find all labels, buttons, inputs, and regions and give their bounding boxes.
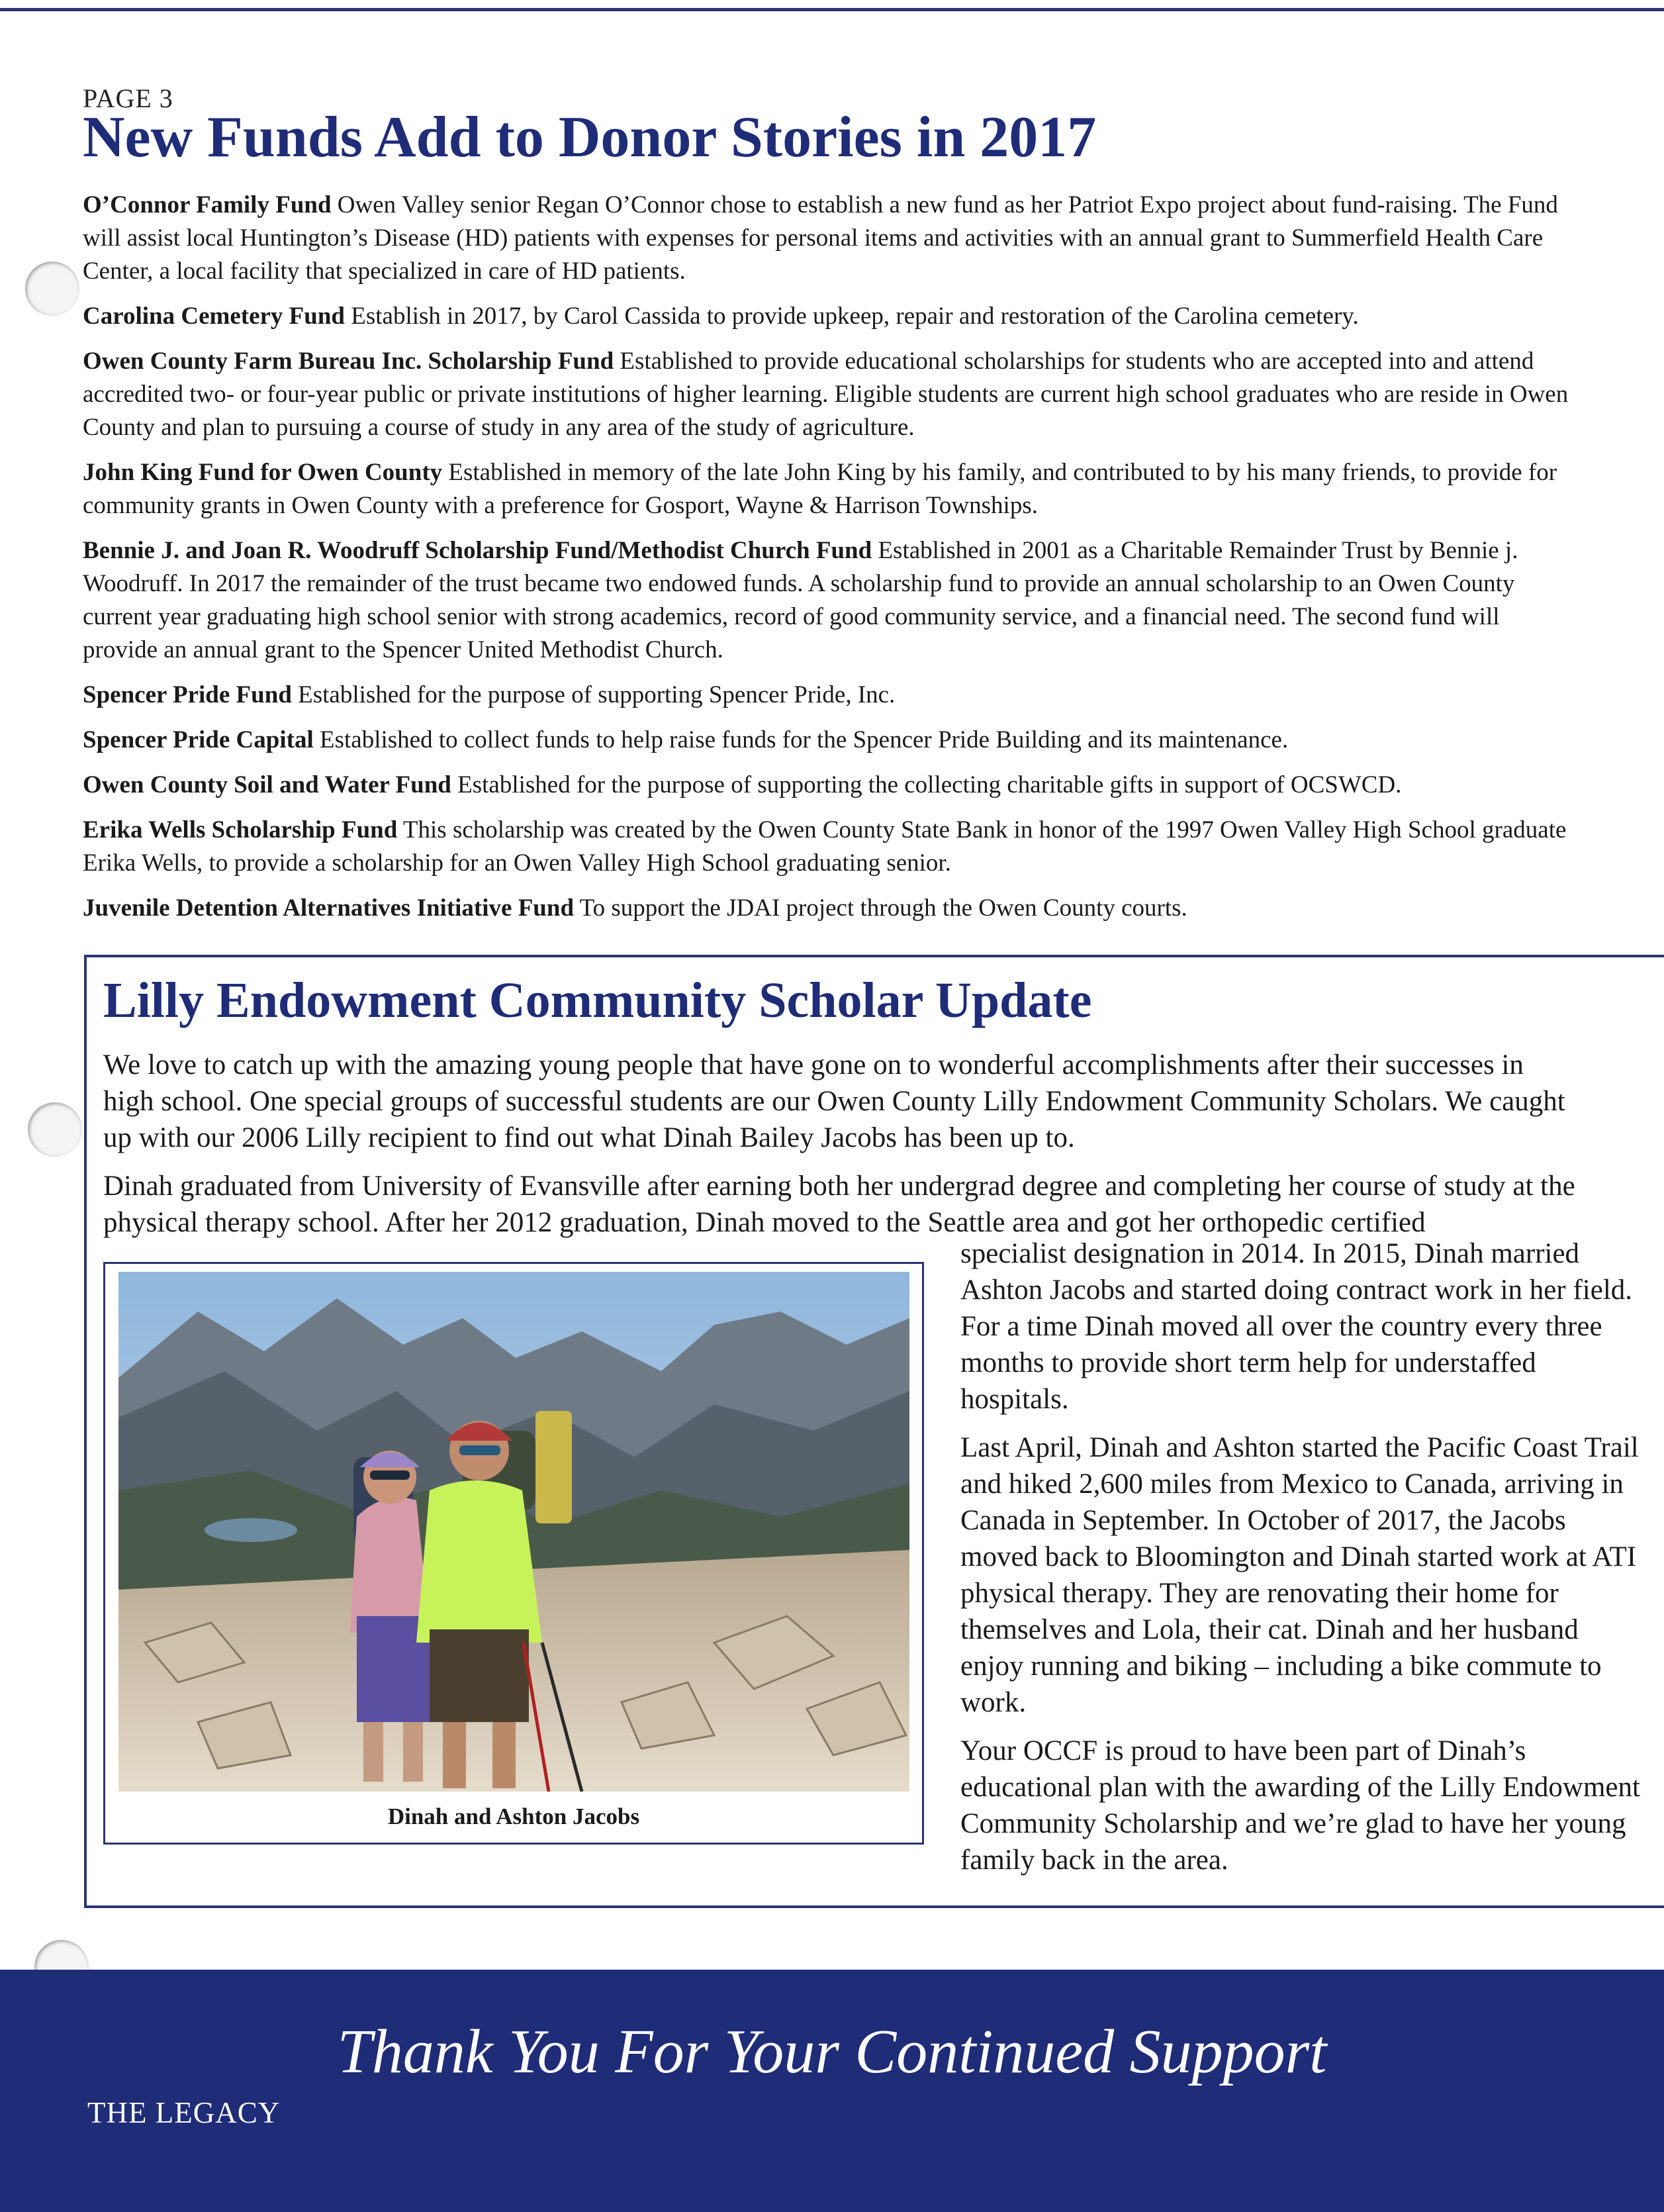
- fund-entry: [83, 724, 1575, 757]
- footer-band: [0, 1970, 1664, 2212]
- fund-description: Established in memory of the late John King by his family, and contributed to by his many friends, to provide for community grants in Owen County with a preference for Gosport, Wayne & Harrison Townships.: [83, 459, 1557, 519]
- fund-description: Established for the purpose of supporting the collecting charitable gifts in support of OCSWCD.: [451, 771, 1402, 798]
- footer-tagline: Thank You For Your Continued Support: [337, 2017, 1327, 2086]
- fund-name: Owen County Soil and Water Fund: [83, 771, 451, 798]
- fund-entry: [83, 679, 1575, 712]
- fund-name: O’Connor Family Fund: [83, 191, 332, 218]
- hikers-photo: [118, 1272, 909, 1792]
- photo-caption: Dinah and Ashton Jacobs: [387, 1803, 640, 1829]
- fund-name: Juvenile Detention Alternatives Initiative Fund: [83, 894, 575, 922]
- side-paragraph: specialist designation in 2014. In 2015, Dinah married Ashton Jacobs and started doing contract work in her field. For a time Dinah moved all over the country every three months to provide short term help for understaffed hospitals.: [960, 1238, 1633, 1415]
- fund-name: Spencer Pride Fund: [83, 681, 292, 708]
- fund-name: Bennie J. and Joan R. Woodruff Scholarship Fund/Methodist Church Fund: [83, 537, 872, 564]
- fund-entry: [83, 300, 1575, 333]
- fund-description: Established to provide educational scholarships for students who are accepted into and attend accredited two- or four-year public or private institutions of higher learning. Eligible students are current high school graduates who are reside in Owen County and plan to pursuing a course of study in any area of the study of agriculture.: [83, 348, 1569, 441]
- fund-name: John King Fund for Owen County: [83, 459, 443, 486]
- hikers-photo-image: [118, 1272, 909, 1792]
- fund-name: Carolina Cemetery Fund: [83, 303, 345, 330]
- fund-description: Owen Valley senior Regan O’Connor chose to establish a new fund as her Patriot Expo project about fund-raising. The Fund will assist local Huntington’s Disease (HD) patients with expenses for personal items and activities with an annual grant to Summerfield Health Care Center, a local facility that specialized in care of HD patients.: [83, 191, 1558, 285]
- side-paragraph: Last April, Dinah and Ashton started the Pacific Coast Trail and hiked 2,600 miles from Mexico to Canada, arriving in Canada in September. In October of 2017, the Jacobs moved back to Bloomington and Dinah started work at ATI physical therapy. They are renovating their home for themselves and Lola, their cat. Dinah and her husband enjoy running and biking – including a bike commute to work.: [960, 1432, 1639, 1718]
- fund-description: Established for the purpose of supporting Spencer Pride, Inc.: [291, 681, 896, 708]
- fund-name: Spencer Pride Capital: [83, 726, 314, 753]
- intro-paragraph: Dinah graduated from University of Evansville after earning both her undergrad degree and completing her course of study at the physical therapy school. After her 2012 graduation, Dinah moved to the Seattle area and got her orthopedic certified: [103, 1171, 1575, 1238]
- scholar-update-title: Lilly Endowment Community Scholar Update: [103, 973, 1092, 1028]
- page-title: New Funds Add to Donor Stories in 2017: [83, 105, 1097, 169]
- fund-description: To support the JDAI project through the Owen County courts.: [574, 894, 1187, 922]
- fund-entry: [83, 189, 1575, 288]
- fund-name: Erika Wells Scholarship Fund: [83, 816, 398, 843]
- fund-description: Establish in 2017, by Carol Cassida to provide upkeep, repair and restoration of the Carolina cemetery.: [345, 303, 1359, 330]
- fund-description: Established in 2001 as a Charitable Remainder Trust by Bennie j. Woodruff. In 2017 the remainder of the trust became two endowed funds. A scholarship fund to provide an annual scholarship to an Owen County current year graduating high school senior with strong academics, record of good community service, and a financial need. The second fund will provide an annual grant to the Spencer United Methodist Church.: [83, 537, 1518, 663]
- binder-hole: [28, 1102, 82, 1157]
- page-label: PAGE 3: [83, 83, 173, 113]
- fund-entry: [83, 456, 1575, 522]
- fund-entry: [83, 892, 1575, 925]
- fund-entry: [83, 345, 1575, 444]
- newsletter-name: THE LEGACY: [87, 2096, 281, 2129]
- fund-description: This scholarship was created by the Owen County State Bank in honor of the 1997 Owen Valley High School graduate Erika Wells, to provide a scholarship for an Owen Valley High School graduating senior.: [83, 816, 1567, 877]
- scholar-intro: [103, 1047, 1579, 1253]
- fund-entry: [83, 769, 1575, 802]
- fund-name: Owen County Farm Bureau Inc. Scholarship Fund: [83, 348, 614, 375]
- fund-list: [83, 189, 1575, 937]
- top-rule: [0, 8, 1664, 11]
- photo-frame: [103, 1262, 924, 1845]
- binder-hole: [25, 262, 79, 316]
- scholar-update-box: [84, 955, 1664, 1908]
- fund-entry: [83, 814, 1575, 880]
- intro-paragraph: We love to catch up with the amazing young people that have gone on to wonderful accomplishments after their successes in high school. One special groups of successful students are our Owen County Lilly Endowment Community Scholars. We caught up with our 2006 Lilly recipient to find out what Dinah Bailey Jacobs has been up to.: [103, 1049, 1565, 1153]
- side-paragraph: Your OCCF is proud to have been part of Dinah’s educational plan with the awarding of the Lilly Endowment Community Scholarship and we’re glad to have her young family back in the area.: [960, 1735, 1640, 1876]
- scholar-side-text: [960, 1235, 1649, 1890]
- fund-entry: [83, 534, 1575, 667]
- fund-description: Established to collect funds to help raise funds for the Spencer Pride Building and its maintenance.: [313, 726, 1289, 753]
